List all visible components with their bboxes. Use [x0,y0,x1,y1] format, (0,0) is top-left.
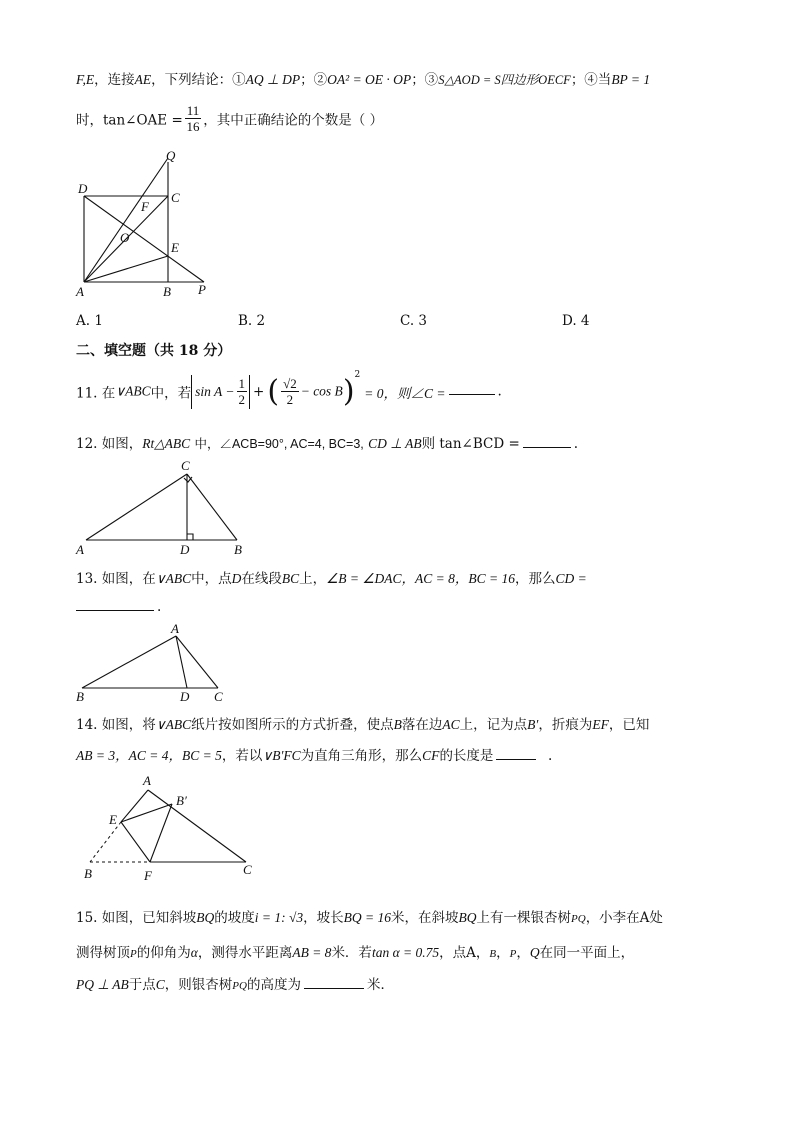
q15-text: 测得树顶 [76,945,130,961]
q12-label-a: A [76,542,84,557]
q15-tan: tan α = 0.75 [371,945,440,960]
q11-paren-right: ) [342,373,355,409]
q15-b: B [489,948,497,960]
q14-line1 [76,713,649,733]
q15-length: BQ = 16 [343,910,392,925]
q14-label-b: B [84,866,92,881]
q11-sin: sin A − [195,383,235,399]
q15-perp: PQ ⊥ AB [76,977,129,992]
q12-text: 则 tan∠BCD = [421,436,520,452]
q10-option-a: A. 1 [76,313,103,329]
q10-fraction [185,103,202,134]
q14-ef: EF [592,717,609,732]
q12-end: . [573,436,579,452]
q11-text: 中，若 [150,385,192,402]
q15-answer-blank[interactable] [304,976,364,989]
q15-ab: AB = 8 [292,945,332,960]
q14-text: ，折痕为 [538,717,593,733]
q13-bc: BC [281,571,300,586]
q11-text: 11. 在 [76,385,116,402]
q15-text: 的坡度 [214,910,255,926]
q15-q: Q [529,945,540,960]
q15-bq: BQ [196,910,215,925]
q12-label-d: D [180,542,190,557]
q13-line1 [76,567,587,587]
q14-ac: AC [442,717,460,732]
q10-ae: AE [134,72,152,87]
q14-answer-blank[interactable] [496,747,536,760]
q15-text: 15. 如图，已知斜坡 [76,910,197,926]
q14-label-c: C [243,862,252,877]
q13-text: ，那么 [514,571,556,587]
q15-text: ，坡长 [303,910,344,926]
q12-text: 中，∠ACB=90°, AC=4, BC=3, [194,437,364,451]
q10-line1 [76,68,650,88]
q13-text: 13. 如图，在 [76,571,156,587]
q14-line2 [76,744,552,764]
q14-text: 的长度是 [439,748,494,764]
q11-cos: − cos B [300,383,343,399]
q12-answer-blank[interactable] [523,435,571,448]
q13-d: D [231,571,242,586]
q14-figure [80,770,260,882]
q12-label-c: C [181,458,190,473]
q13-label-b: B [76,689,84,704]
q14-text: ，若以 [221,748,263,764]
q10-label-d: D [78,181,88,196]
q11-frac1 [237,376,248,407]
q13-text: 上， [299,571,327,587]
q14-label-e: E [109,812,117,827]
q15-pq: PQ [571,913,586,925]
q11-paren-left: ( [267,373,280,409]
q10-text: 时，tan∠OAE = [76,112,183,129]
q15-c: C [155,977,165,992]
q14-triangle: ∨ABC [155,717,192,732]
q15-text: 于点 [128,977,156,993]
q13-text: 在线段 [241,571,282,587]
q14-text: 纸片按如图所示的方式折叠，使点 [191,717,394,733]
q10-option-d: D. 4 [562,313,590,329]
q15-pq2: PQ [232,980,247,992]
q15-text: ，小李在A处 [585,910,663,926]
q10-text: ，其中正确结论的个数是（ ） [203,112,384,129]
q11-eq: = 0，则∠C = [364,385,446,401]
q14-label-a: A [143,773,151,788]
q15-p2: P [509,948,517,960]
q10-line2 [76,103,383,134]
q13-text: 中，点 [191,571,232,587]
q10-sep: ；② [300,72,328,88]
q14-text: 14. 如图，将 [76,717,156,733]
q10-conclusion-4: BP = 1 [611,72,651,87]
q11-frac1-den: 2 [238,392,246,407]
q10-points-fe: F,E [76,72,95,87]
q15-text: ，测得水平距离 [197,945,293,961]
q12-text: 12. 如图， [76,436,143,452]
q10-label-f: F [141,199,149,214]
q11-power: 2 [354,370,361,380]
q15-p: P [130,948,137,960]
q10-option-b: B. 2 [238,313,266,329]
q12-rt: Rt△ABC [142,436,191,451]
q13-triangle: ∨ABC [155,571,192,586]
q10-sep: ；④当 [570,72,612,88]
q10-label-b: B [163,284,171,299]
q10-text: ，下列结论：① [151,72,246,88]
q12-perp: CD ⊥ AB [368,436,422,451]
q15-line1 [76,906,663,926]
q14-text: 落在边 [401,717,443,733]
q11-abs-right [249,375,250,409]
q11-frac1-num: 1 [238,376,246,391]
q13-line2 [76,598,161,615]
q11-line [76,370,502,409]
q10-sep: ；③ [411,72,439,88]
q13-label-d: D [180,689,190,704]
q10-label-a: A [76,284,84,299]
q10-label-q: Q [166,148,176,163]
q10-conclusion-1: AQ ⊥ DP [245,72,301,87]
q10-frac-den: 16 [186,119,200,134]
q15-text: ，则银杏树 [164,977,233,993]
q10-text: ，连接 [94,72,135,88]
q14-label-bprime: B′ [176,793,187,808]
q12-figure [74,456,254,560]
q11-triangle: ∨ABC [115,383,151,399]
q10-label-c: C [171,190,180,205]
q11-plus: + [253,383,265,400]
q15-text: 米，在斜坡 [391,910,459,926]
q14-bprime: B′ [527,717,539,732]
q10-figure [70,148,220,300]
q10-conclusion-2: OA² = OE · OP [327,72,412,87]
q14-end: . [548,748,553,764]
q13-end: . [157,599,162,615]
q14-label-f: F [144,868,152,883]
q13-answer-blank[interactable] [76,598,154,611]
q15-text: ，点A， [439,945,490,961]
q14-text: 为直角三角形，那么 [300,748,423,764]
q15-text: 上有一棵银杏树 [476,910,572,926]
q11-end: . [497,383,502,400]
q10-label-p: P [198,282,206,297]
q14-b: B [393,717,402,732]
q10-frac-num: 11 [186,103,200,118]
q10-label-e: E [171,240,179,255]
q14-text: 上，记为点 [459,717,528,733]
section-heading: 二、填空题（共 18 分） [76,343,232,359]
q13-condition: ∠B = ∠DAC，AC = 8，BC = 16 [326,571,515,586]
q10-label-o: O [120,230,130,245]
q11-frac2 [281,376,299,407]
q15-line2: 测得树顶P的仰角为α，测得水平距离AB = 8米．若tan α = 0.75，点A，B，P，Q在同一平面上， [76,945,635,961]
q12-line [76,432,578,452]
q13-figure [72,618,237,704]
q15-text: 的高度为 [246,977,301,993]
q15-bq2: BQ [458,910,477,925]
q15-slope: i = 1: √3 [254,910,304,925]
q12-label-b: B [234,542,242,557]
q13-cd: CD = [555,571,587,586]
q15-text: 米．若 [331,945,372,961]
q10-option-c: C. 3 [400,313,428,329]
q15-alpha: α [190,945,198,960]
q13-label-c: C [214,689,223,704]
q13-label-a: A [171,621,179,636]
q11-abs-left [191,375,192,409]
q11-answer-blank[interactable] [449,382,495,395]
q11-frac2-den: 2 [286,392,294,407]
q11-frac2-num: √2 [283,376,297,391]
q15-text: 在同一平面上， [539,945,635,961]
q15-text: 的仰角为 [136,945,191,961]
q14-cf: CF [422,748,440,763]
q10-conclusion-3: S△AOD = S四边形OECF [438,73,571,87]
q14-text: ，已知 [608,717,650,733]
q14-sides: AB = 3，AC = 4，BC = 5 [76,748,222,763]
q15-text: 米． [366,977,394,993]
q15-line3 [76,973,394,993]
q14-triangle2: ∨B′FC [262,748,301,763]
